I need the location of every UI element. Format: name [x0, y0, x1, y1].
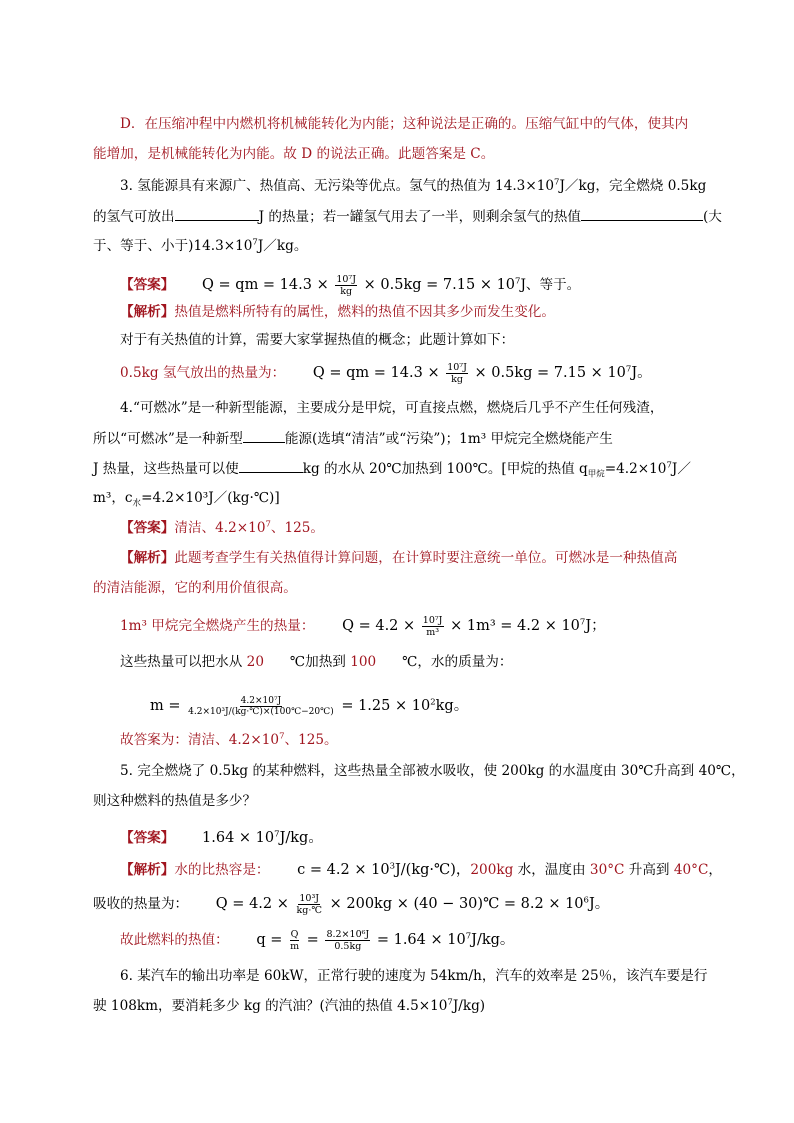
text-run: J。 [631, 365, 652, 381]
text-run: 故此燃料的热值： [120, 932, 229, 948]
text-run: 能增加，是机械能转化为内能。故 D 的说法正确。此题答案是 C。 [93, 146, 495, 162]
text-line [93, 792, 256, 810]
text-run: 此题考查学生有关热值得计算问题，在计算时要注意统一单位。可燃冰是一种热值高 [174, 550, 678, 566]
answer-blank [239, 459, 303, 473]
text-line [120, 331, 514, 349]
superscript: 7 [274, 829, 280, 840]
text-line [93, 459, 691, 478]
superscript: 7 [265, 519, 271, 530]
fraction [446, 362, 468, 385]
fraction-denominator: m [290, 941, 300, 952]
text-line [120, 549, 677, 567]
text-line [120, 177, 706, 195]
text-run: =4.2×10³J／(kg·℃)] [141, 490, 280, 506]
text-run: 、125。 [284, 732, 338, 748]
text-run: J/(kg·℃)， [394, 862, 471, 878]
fraction [422, 615, 444, 638]
text-run: 热值是燃料所特有的属性，燃料的热值不因其多少而发生变化。 [174, 304, 555, 320]
text-run: 0.5kg 氢气放出的热量为： [120, 365, 286, 381]
fraction-denominator: 0.5kg [334, 941, 362, 952]
text-run: 的清洁能源，它的利用价值很高。 [93, 580, 297, 596]
text-run: 、125。 [270, 520, 325, 536]
superscript: 7 [252, 237, 258, 248]
text-run: 4.“可燃冰”是一种新型能源，主要成分是甲烷，可直接点燃，燃烧后几乎不产生任何残渣， [120, 400, 664, 416]
text-run: 【解析】 [120, 304, 175, 320]
text-run: q = [228, 932, 288, 948]
text-run: 驶 108km，要消耗多少 kg 的汽油？(汽油的热值 4.5×10 [93, 998, 448, 1014]
superscript: 7 [554, 177, 560, 188]
text-run: (大 [703, 209, 722, 225]
text-line [93, 893, 609, 916]
fraction-numerator: 10³J [299, 893, 320, 904]
fraction-numerator: 10⁷J [336, 274, 357, 285]
text-run: 能源(选填“清洁”或“污染”)；1m³ 甲烷完全燃烧能产生 [284, 431, 613, 447]
text-line [120, 274, 580, 297]
text-line [93, 579, 297, 597]
text-line [93, 429, 613, 448]
superscript: 7 [279, 731, 285, 742]
text-run: J／ [671, 461, 691, 477]
text-line [120, 362, 652, 385]
text-run: J/kg。 [279, 830, 323, 846]
text-run: 【答案】 [120, 277, 175, 293]
text-run: 40°C [673, 862, 709, 878]
text-run: 【解析】 [120, 862, 175, 878]
answer-blank [175, 207, 259, 221]
text-run: c = 4.2 × 10 [269, 862, 390, 878]
text-run: × 0.5kg = 7.15 × 10 [469, 365, 626, 381]
text-run: ， [708, 862, 722, 878]
text-run: 200kg [470, 862, 514, 878]
text-run: 5. 完全燃烧了 0.5kg 的某种燃料，这些热量全部被水吸收，使 200kg 的水温度由 30℃升高到 40℃， [120, 763, 745, 779]
text-run: J 热量，这些热量可以使 [93, 461, 239, 477]
text-run: = [302, 932, 324, 948]
text-line [120, 929, 514, 952]
text-run: 于、等于、小于)14.3×10 [93, 238, 253, 254]
text-run: 则这种燃料的热值是多少？ [93, 793, 257, 809]
superscript: 7 [625, 364, 632, 375]
text-line [120, 861, 722, 879]
text-run: 【解析】 [120, 550, 175, 566]
text-run: m = [150, 698, 186, 714]
text-run: 1m³ 甲烷完全燃烧产生的热量： [120, 618, 315, 634]
text-run: =4.2×10 [604, 461, 667, 477]
text-run: J 的热量；若一罐氢气用去了一半，则剩余氢气的热值 [258, 209, 581, 225]
fraction [335, 274, 357, 297]
text-run: J、等于。 [520, 277, 581, 293]
text-run: J／kg，完全燃烧 0.5kg [559, 178, 707, 194]
text-run: D．在压缩冲程中内燃机将机械能转化为内能；这种说法是正确的。压缩气缸中的气体，使其内 [120, 116, 689, 132]
text-run: 30°C [589, 862, 625, 878]
text-run: 清洁、4.2×10 [174, 520, 266, 536]
text-run: J/kg) [452, 998, 486, 1014]
text-run: ℃加热到 [263, 654, 351, 670]
answer-blank [243, 429, 285, 443]
text-line [120, 399, 663, 417]
text-run: 100 [350, 654, 377, 670]
fraction [289, 929, 300, 952]
text-line [120, 519, 324, 537]
superscript: 6 [583, 895, 589, 906]
text-run: 所以“可燃冰”是一种新型 [93, 431, 243, 447]
text-run: kg 的水从 20℃加热到 100℃。[甲烷的热值 q [302, 461, 588, 477]
text-run: 对于有关热值的计算，需要大家掌握热值的概念；此题计算如下： [120, 332, 515, 348]
superscript: 7 [666, 460, 672, 471]
fraction [296, 893, 324, 916]
text-run: kg。 [435, 698, 469, 714]
text-run: 6. 某汽车的输出功率是 60kW，正常行驶的速度为 54km/h，汽车的效率是 25％，该汽车要是行 [120, 968, 708, 984]
text-run: × 200kg × (40 − 30)℃ = 8.2 × 10 [325, 896, 584, 912]
text-line [93, 489, 280, 507]
text-line [120, 967, 707, 985]
text-run: J。 [588, 896, 610, 912]
text-run: ℃，水的质量为： [376, 654, 513, 670]
fraction-numerator: Q [290, 929, 299, 940]
fraction-numerator: 10⁷J [447, 362, 467, 373]
text-line [93, 207, 722, 226]
text-line [93, 237, 307, 255]
text-line [120, 829, 323, 847]
text-run: = 1.64 × 10 [372, 932, 466, 948]
text-run: × 0.5kg = 7.15 × 10 [359, 277, 516, 293]
text-run: J/kg。 [471, 932, 515, 948]
text-run: 【答案】 [120, 520, 175, 536]
fraction [325, 929, 370, 952]
fraction-numerator: 8.2×10⁶J [326, 929, 370, 940]
fraction-denominator: m³ [426, 627, 440, 638]
fraction [187, 696, 335, 717]
superscript: 7 [579, 617, 586, 628]
fraction-numerator: 4.2×10⁷J [240, 696, 282, 706]
text-run: Q = qm = 14.3 × [174, 277, 334, 293]
text-run: = 1.25 × 10 [336, 698, 431, 714]
text-line [120, 653, 512, 671]
text-run: m³，c [93, 490, 133, 506]
subscript: 水 [132, 498, 142, 509]
text-run: 这些热量可以把水从 [120, 654, 247, 670]
superscript: 2 [430, 697, 436, 708]
text-run: 3. 氢能源具有来源广、热值高、无污染等优点。氢气的热值为 14.3×10 [120, 178, 555, 194]
superscript: 7 [447, 997, 453, 1008]
text-line [93, 145, 494, 163]
text-run: 20 [246, 654, 264, 670]
superscript: 3 [389, 861, 395, 872]
text-line [120, 115, 688, 133]
superscript: 7 [515, 276, 521, 287]
text-line [120, 731, 338, 749]
fraction-denominator: 4.2×10³J/(kg·℃)×(100℃−20℃) [188, 707, 334, 717]
answer-blank [581, 207, 703, 221]
text-run: J； [585, 618, 606, 634]
text-line [120, 303, 555, 321]
fraction-denominator: kg [451, 374, 463, 385]
text-run: J／kg。 [257, 238, 308, 254]
subscript: 甲烷 [587, 469, 605, 480]
text-run: 吸收的热量为： [93, 896, 189, 912]
text-line [120, 762, 745, 780]
text-run: 水，温度由 [513, 862, 590, 878]
text-run: × 1m³ = 4.2 × 10 [445, 618, 580, 634]
text-line [150, 696, 468, 717]
text-line [120, 615, 606, 638]
text-run: 【答案】 [120, 830, 175, 846]
text-run: 故答案为：清洁、4.2×10 [120, 732, 280, 748]
superscript: 7 [465, 931, 472, 942]
text-run: Q = 4.2 × [314, 618, 420, 634]
fraction-numerator: 10⁷J [422, 615, 443, 626]
text-run: Q = qm = 14.3 × [285, 365, 445, 381]
text-line [93, 997, 485, 1015]
text-run: 1.64 × 10 [174, 830, 275, 846]
text-run: 水的比热容是： [174, 862, 270, 878]
fraction-denominator: kg [340, 286, 353, 297]
text-run: Q = 4.2 × [188, 896, 294, 912]
fraction-denominator: kg·℃ [296, 905, 322, 916]
text-run: 的氢气可放出 [93, 209, 175, 225]
text-run: 升高到 [624, 862, 674, 878]
